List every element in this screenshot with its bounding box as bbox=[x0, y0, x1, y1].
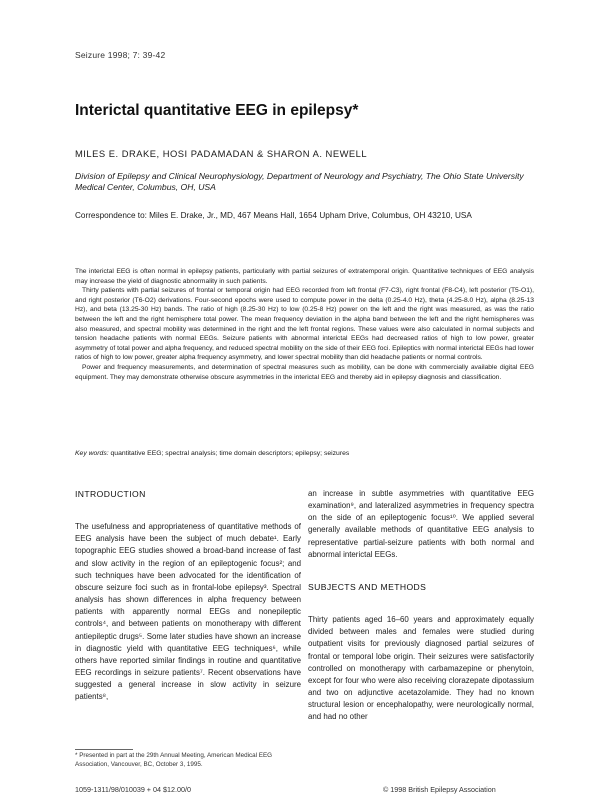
abstract-paragraph: Thirty patients with partial seizures of frontal or temporal origin had EEG recorded from left frontal (F7-C3), right frontal (F8-C4), left posterior (T5-O1), and right posterior (T6-O2) derivations. Four-second epochs were used to compute power in the delta (0.25-4.0 Hz), theta (4.25-8.0 Hz), alpha (8.25-13 Hz), and beta (13.25-30 Hz) bands. The ratio of high (8.25-30 Hz) to low (0.25-8 Hz) power on the left and the right was measured, as was the ratio between the left and the right hemisphere total power. The mean frequency deviation in the alpha band between the left and the right hemispheres was also measured, and spectral mobility was determined in the right and the left frontal regions. These values were also calculated in normal subjects and tension headache patients with normal EEGs. Seizure patients with abnormal interictal EEGs had decreased ratios of high to low power, greater asymmetry of total power and alpha frequency, and reduced spectral mobility on the side of their EEG foci. Epileptics with normal interictal EEGs had lower ratios of high to low power, greater alpha frequency asymmetry, and lower spectral mobility than did headache patients or normal controls. bbox=[75, 287, 534, 362]
author-list: MILES E. DRAKE, HOSI PADAMADAN & SHARON A. NEWELL bbox=[75, 148, 368, 159]
abstract bbox=[75, 267, 534, 382]
keywords-label: Key words: bbox=[75, 450, 109, 457]
methods-heading: SUBJECTS AND METHODS bbox=[308, 581, 427, 592]
footnote: * Presented in part at the 29th Annual Meeting, American Medical EEG Association, Vancouver, BC, October 3, 1995. bbox=[75, 752, 273, 768]
copyright-notice: © 1998 British Epilepsy Association bbox=[383, 785, 496, 794]
keywords bbox=[75, 449, 534, 459]
methods-paragraph: Thirty patients aged 16–60 years and approximately equally divided between males and females were studied during outpatient visits for previously diagnosed partial seizures of frontal or temporal lobe origin. Their seizures were satisfactorily controlled on monotherapy with carbamazepine or phenytoin, except for four who were also receiving clorazepate dipotassium and two on adjunctive acetazolamide. They had no known structural lesion or encephalopathy, were neurologically normal, and had no other bbox=[308, 615, 534, 722]
journal-reference: Seizure 1998; 7: 39-42 bbox=[75, 50, 166, 60]
right-column bbox=[308, 488, 534, 724]
left-column bbox=[75, 488, 301, 704]
article-code: 1059-1311/98/010039 + 04 $12.00/0 bbox=[75, 785, 191, 794]
introduction-heading: INTRODUCTION bbox=[75, 489, 146, 499]
introduction-paragraph: The usefulness and appropriateness of quantitative methods of EEG analysis have been the subject of much debate¹. Early topographic EEG studies showed a broad-band increase of fast and slow activity in the region of an epileptogenic focus²; and such techniques have been advocated for the identification of obscure seizure foci such as in frontal-lobe epilepsy³. Spectral analysis has shown differences in alpha frequency between patients with apparently normal EEGs and nonepileptic controls⁴, and between patients on monotherapy with different antiepileptic drugs⁵. Some later studies have shown an increase in diagnostic yield with quantitative EEG techniques⁶, while others have reported similar findings in routine and quantitative EEG recordings in seizure patients⁷. Recent observations have suggested a general increase in slow activity in seizure patients⁸, bbox=[75, 522, 301, 702]
abstract-paragraph: Power and frequency measurements, and determination of spectral measures such as mobility, can be done with commercially available digital EEG equipment. They may demonstrate otherwise obscure asymmetries in the interictal EEG and thereby aid in epilepsy diagnosis and classification. bbox=[75, 363, 534, 381]
footnote-divider bbox=[75, 749, 133, 750]
abstract-paragraph: The interictal EEG is often normal in epilepsy patients, particularly with partial seizures of extratemporal origin. Quantitative techniques of EEG analysis may increase the yield of diagnostic abnormality in such patients. bbox=[75, 268, 534, 285]
introduction-paragraph-continued: an increase in subtle asymmetries with quantitative EEG examination⁹, and lateralized asymmetries in frequency spectra on the side of an epileptogenic focus¹⁰. We applied several generally available methods of quantitative EEG analysis to representative partial-seizure patients with both normal and abnormal interictal EEGs. bbox=[308, 489, 534, 559]
keywords-text: quantitative EEG; spectral analysis; time domain descriptors; epilepsy; seizures bbox=[110, 450, 350, 457]
article-title: Interictal quantitative EEG in epilepsy* bbox=[75, 102, 359, 120]
author-affiliation: Division of Epilepsy and Clinical Neurophysiology, Department of Neurology and Psychiatry, The Ohio State University Medical Center, Columbus, OH, USA bbox=[75, 171, 524, 193]
correspondence-address: Correspondence to: Miles E. Drake, Jr., MD, 467 Means Hall, 1654 Upham Drive, Columbus, OH 43210, USA bbox=[75, 211, 472, 220]
